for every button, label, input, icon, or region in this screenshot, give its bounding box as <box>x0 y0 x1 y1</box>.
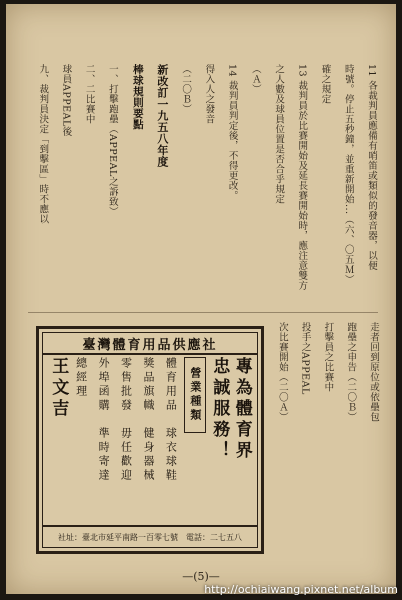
advertisement-inner-frame <box>42 332 258 548</box>
article-text: 之人數及球員位置是否合乎規定 <box>273 64 285 204</box>
article-text: 球員APPEAL後 <box>60 64 72 137</box>
page-number: —(5)— <box>182 570 220 583</box>
ad-item-line: 體育用品 球衣球鞋 <box>164 357 178 483</box>
document-page <box>6 4 396 594</box>
article-text: 確之規定 <box>319 64 331 104</box>
ad-business-type-banner: 營業種類 <box>184 357 206 433</box>
article-text: 跑壘之申告（二〇Ｂ） <box>345 322 357 422</box>
article-text: 11 各裁判員應備有哨笛或類似的發音器，以便 <box>366 64 377 271</box>
article-text: 次比賽開始（二〇Ａ） <box>276 322 288 422</box>
ad-slogan: 忠誠服務！ <box>209 357 230 462</box>
ad-body <box>43 357 257 525</box>
article-text: 時號。停止五秒鐘，並重新開始...（六、〇五Ｍ） <box>342 64 354 285</box>
article-subheading: 棒球規則要點 <box>131 64 144 130</box>
ad-company-name: 臺灣體育用品供應社 <box>43 333 257 355</box>
article-columns <box>28 64 378 304</box>
article-text: 一、打擊跑壘（APPEAL之訴致） <box>106 64 118 217</box>
article-text: 得入人之發音 <box>203 64 215 124</box>
article-text: 走者回到原位或依壘包 <box>368 322 379 422</box>
ad-address: 社址：臺北市延平南路一百零七號 電話：二七五八 <box>43 525 257 547</box>
ad-manager-name: 王文吉 <box>48 357 69 420</box>
article-text: 13 裁判員於比賽開始及延長賽開始時，應注意雙方 <box>296 64 308 291</box>
article-text: （二〇Ｂ） <box>180 64 192 114</box>
watermark-url: http://ochiaiwang.pixnet.net/album <box>204 583 398 596</box>
article-text: （Ａ） <box>249 64 261 94</box>
ad-manager-title: 總經理 <box>74 357 88 399</box>
advertisement-box <box>36 326 264 554</box>
article-text: 投手之APPEAL <box>299 322 311 395</box>
ad-item-line: 外埠函購 準時寄達 <box>97 357 111 483</box>
ad-item-line: 獎品旗幟 健身器械 <box>141 357 155 483</box>
article-text: 14 裁判員判定後，不得更改。 <box>226 64 238 201</box>
article-text: 打擊員之比賽中 <box>322 322 334 392</box>
ad-item-line: 零售批發 毋任歡迎 <box>119 357 133 483</box>
lower-article-columns <box>268 322 380 562</box>
ad-slogan: 專為體育界 <box>231 357 252 462</box>
article-heading: 新改訂一九五八年度 <box>155 64 169 168</box>
article-text: 九、裁判員決定「到擊區」時不應以 <box>37 64 49 224</box>
article-text: 二、二比賽中 <box>83 64 95 124</box>
